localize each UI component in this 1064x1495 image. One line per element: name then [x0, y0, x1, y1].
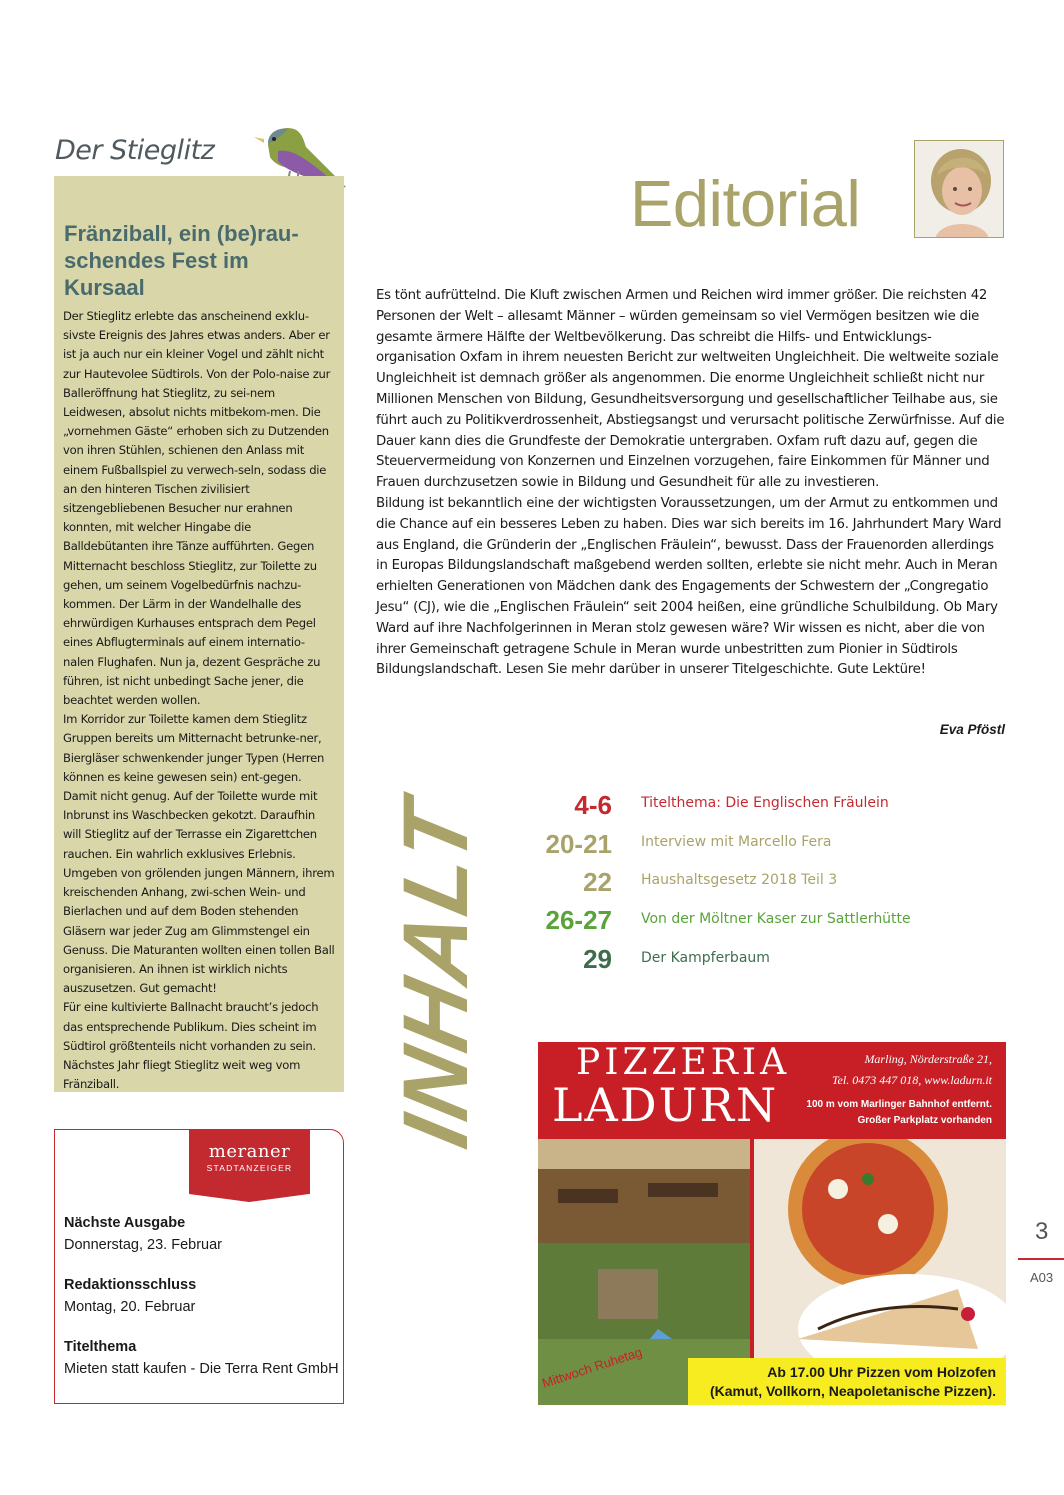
- toc-title[interactable]: Titelthema: Die Englischen Fräulein: [641, 795, 889, 811]
- inhalt-heading: INHALT: [385, 791, 487, 1156]
- editorial-paragraph: Es tönt aufrüttelnd. Die Kluft zwischen Armen und Reichen wird immer größer. Die reichsten 42 Personen der Welt – allesamt Männer – würden gemeinsam so viel Vermögen besitzen wie die gesamte ärmere Hälfte der Weltbevölkerung. Das schreibt die Hilfs- und Entwicklungs-organisation Oxfam in ihrem neuesten Bericht zur weltweiten Ungleichheit. Die weltweite soziale Ungleichheit ist demnach größer als angenommen. Die enorme Ungleichheit schließt nicht nur Millionen Menschen von Bildung, Gesundheitsversorgung und gesellschaftlicher Teilhabe aus, sie führt auch zu Politikverdrossenheit, Abstiegsangst und verursacht politische Zerwürfnisse. Auf die Dauer kann dies die Grundfeste der Demokratie untergraben. Oxfam ruft dazu auf, gegen die Steuervermeidung von Konzernen und Einzelnen vorzugehen, faire Einkommen für Männer und Frauen durchzusetzen sowie in Bildung und Gesundheit für alle zu investieren.: [376, 288, 1005, 491]
- ad-address: Marling, Nörderstraße 21,: [864, 1052, 992, 1066]
- deadline-value: Montag, 20. Februar: [64, 1299, 196, 1315]
- next-issue-label: Nächste Ausgabe: [64, 1215, 186, 1231]
- stieglitz-paragraph: Für eine kultivierte Ballnacht braucht’s jedoch das entsprechende Publikum. Dies scheint im Südtirol größtenteils nicht vorhanden zu sein. Nächstes Jahr fliegt Stieglitz weit weg vom Fränziball.: [63, 1000, 319, 1092]
- stieglitz-column: [54, 176, 344, 1092]
- stieglitz-title: [64, 220, 335, 301]
- stieglitz-title-line: schendes Fest im Kursaal: [64, 248, 249, 300]
- toc-pages: 26-27: [545, 905, 612, 935]
- ad-title: PIZZERIA: [576, 1042, 791, 1083]
- pizzeria-advertisement: [538, 1042, 1006, 1405]
- ad-parking-note: Großer Parkplatz vorhanden: [857, 1115, 992, 1126]
- toc-pages: 4-6: [574, 790, 612, 820]
- next-issue-value: Donnerstag, 23. Februar: [64, 1237, 222, 1253]
- ad-banner-line: Ab 17.00 Uhr Pizzen vom Holzofen: [767, 1364, 996, 1380]
- ad-phone: Tel. 0473 447 018, www.ladurn.it: [831, 1073, 992, 1087]
- stieglitz-body: [63, 307, 335, 1094]
- toc-pages: 20-21: [545, 829, 612, 859]
- stieglitz-paragraph: Im Korridor zur Toilette kamen dem Stieglitz Gruppen bereits um Mitternacht betrunke-ner, Biergläser schwenkender junger Typen (Herren können es keine gewesen sein) ent-gegen. Damit nicht genug. Auf der Toilette wurde mit Inbrunst ins Waschbecken gekotzt. Daraufhin will Stieglitz auf der Terrasse ein Zigarettchen rauchen. Ein wahrlich exklusives Erlebnis. Umgeben von grölenden jungen Männern, ihrem kreischenden Anhang, zwi-schen Wein- und Bierlachen und auf dem Boden stehenden Gläsern war jeder Zug am Glimmstengel ein Genuss. Die Maturanten wollten einen tollen Ball organisieren. An ihnen ist wirklich nichts auszusetzen. Gut gemacht!: [63, 712, 335, 996]
- editorial-paragraph: Bildung ist bekanntlich eine der wichtigsten Voraussetzungen, um der Armut zu entkommen und die Chance auf ein besseres Leben zu haben. Dies war sich bereits im 16. Jahrhundert Mary Ward aus England, die Gründerin der „Englischen Fräulein“, bewusst. Dass der Frauenorden allerdings in Europas Bildungslandschaft maßgebend werden sollten, erlebte sie nicht mehr. Auch in Meran erhielten Generationen von Mädchen dank des Engagements der Schwestern der „Congregatio Jesu“ (CJ), wie die „Englischen Fräulein“ seit 2004 heißen, eine gründliche Schulbildung. Ob Mary Ward auf ihre Nachfolgerinnen in Meran stolz gewesen wäre? Wir wissen es nicht, aber die von ihrer Gemeinschaft getragene Schule in Meran wurde unbestritten zum Pionier in Südtirols Bildungslandschaft. Lesen Sie mehr darüber in unserer Titelgeschichte. Gute Lektüre!: [376, 495, 1002, 678]
- page-code: A03: [1030, 1270, 1054, 1285]
- topic-value: Mieten statt kaufen - Die Terra Rent GmbH: [64, 1361, 339, 1377]
- logo-sub: STADTANZEIGER: [206, 1163, 293, 1173]
- toc-title[interactable]: Von der Möltner Kaser zur Sattlerhütte: [641, 911, 911, 927]
- editorial-author: Eva Pföstl: [939, 722, 1005, 737]
- stieglitz-title-line: Fränziball, ein (be)rau-: [64, 221, 299, 246]
- logo-main: meraner: [208, 1141, 291, 1162]
- stieglitz-paragraph: Der Stieglitz erlebte das anscheinend exklu-sivste Ereignis des Jahres etwas anders. Aber er ist ja auch nur ein kleiner Vogel und zählt nicht zur Hautevolee Südtirols. Von der Polo-naise zur Balleröffnung hat Stieglitz, zu sei-nem Leidwesen, absolut nichts mitbekom-men. Die „vornehmen Gäste“ erhoben sich zu Dutzenden von ihren Stühlen, schienen den Anlass mit einem Fußballspiel zu verwech-seln, sodass die an den hinteren Tischen zivilisiert sitzengebliebenen Besucher nur erahnen konnten, mit welcher Hingabe die Balldebütanten ihre Tänze aufführten. Gegen Mitternacht beschloss Stieglitz, zur Toilette zu gehen, um seinem Vogelbedürfnis nachzu-kommen. Der Lärm in der Wandelhalle des ehrwürdigen Kurhauses entsprach dem Pegel eines Abflugterminals auf einem internatio-nalen Flughafen. Nun ja, dezent Gespräche zu führen, ist nicht unbedingt Sache jener, die beachtet werden wollen.: [63, 309, 331, 708]
- toc-pages: 29: [583, 944, 612, 974]
- toc-title[interactable]: Interview mit Marcello Fera: [641, 834, 832, 850]
- page-divider: [1018, 1258, 1064, 1260]
- editorial-body: [376, 286, 1006, 681]
- ad-banner-line: (Kamut, Vollkorn, Neapoletanische Pizzen).: [709, 1383, 996, 1399]
- ad-banner: [688, 1358, 1006, 1405]
- editorial-title: Editorial: [630, 167, 861, 240]
- author-portrait: [914, 140, 1004, 238]
- ad-closed-day: Mittwoch Ruhetag: [540, 1344, 644, 1391]
- deadline-label: Redaktionsschluss: [64, 1277, 197, 1293]
- ad-title: LADURN: [552, 1078, 779, 1132]
- issue-info-box: [54, 1129, 344, 1404]
- ad-location-note: 100 m vom Marlinger Bahnhof entfernt.: [806, 1099, 992, 1110]
- toc-title[interactable]: Der Kampferbaum: [641, 950, 770, 966]
- page-number: 3: [1035, 1218, 1049, 1245]
- toc-title[interactable]: Haushaltsgesetz 2018 Teil 3: [641, 872, 838, 888]
- column-header: Der Stieglitz: [55, 135, 215, 166]
- toc-pages: 22: [583, 867, 612, 897]
- topic-label: Titelthema: [64, 1339, 137, 1355]
- meraner-logo: [189, 1129, 310, 1194]
